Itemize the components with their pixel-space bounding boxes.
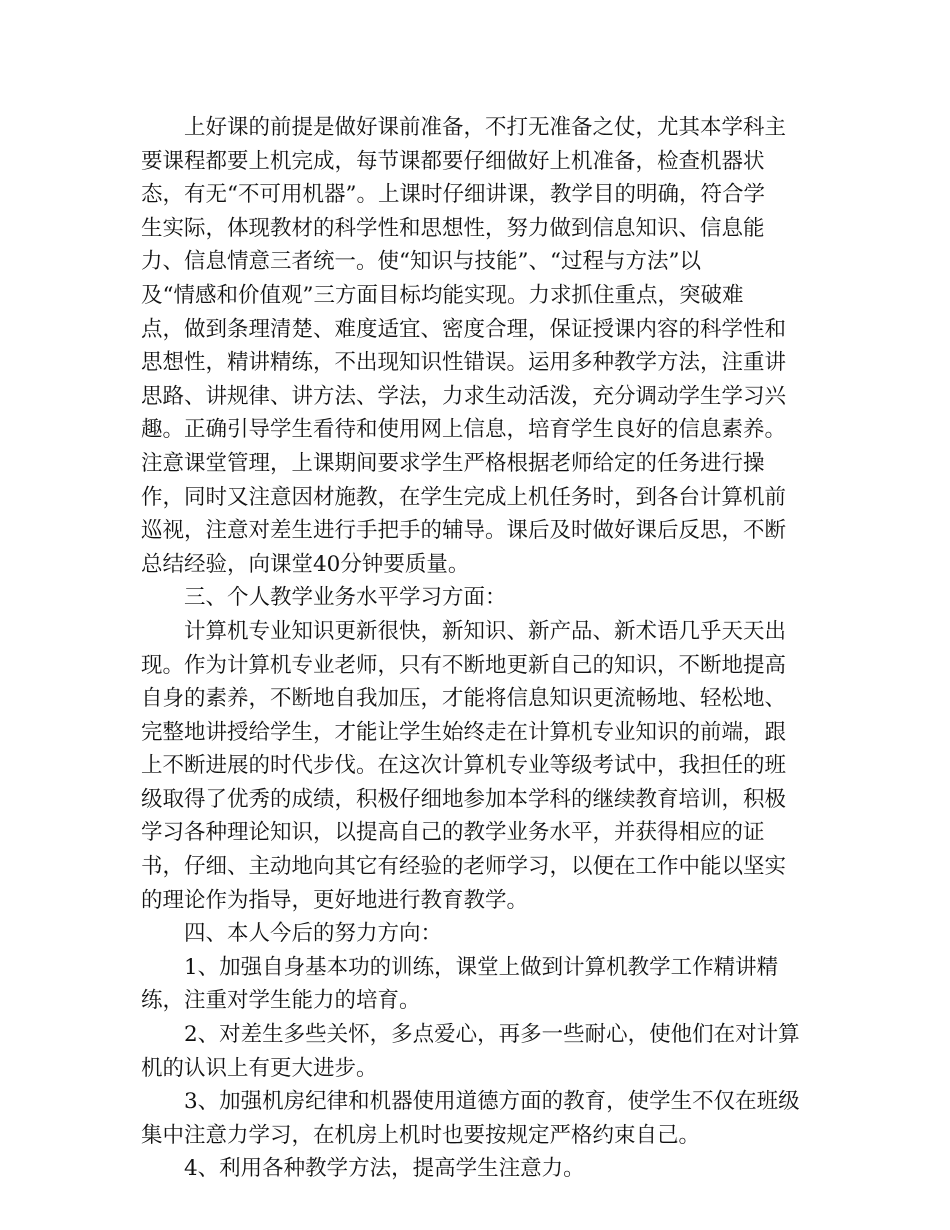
text-line: 2、对差生多些关怀，多点爱心，再多一些耐心，使他们在对计算 xyxy=(141,1022,800,1048)
list-item-3 xyxy=(141,1085,813,1152)
section-heading-4 xyxy=(141,917,813,951)
text-line: 完整地讲授给学生，才能让学生始终走在计算机专业知识的前端，跟 xyxy=(141,719,787,745)
list-item-1 xyxy=(141,951,813,1018)
text-line: 自身的素养，不断地自我加压，才能将信息知识更流畅地、轻松地、 xyxy=(141,686,787,712)
text-line: 练，注重对学生能力的培育。 xyxy=(141,988,421,1014)
text-line: 4、利用各种教学方法，提高学生注意力。 xyxy=(141,1156,585,1182)
text-line: 级取得了优秀的成绩，积极仔细地参加本学科的继续教育培训，积极 xyxy=(141,786,787,812)
text-line: 趣。正确引导学生看待和使用网上信息，培育学生良好的信息素养。 xyxy=(141,417,787,443)
document-body xyxy=(141,111,813,1186)
text-line: 作，同时又注意因材施教，在学生完成上机任务时，到各台计算机前 xyxy=(141,484,787,510)
paragraph-professional-learning xyxy=(141,615,813,917)
text-line: 的理论作为指导，更好地进行教育教学。 xyxy=(141,887,529,913)
text-line: 巡视，注意对差生进行手把手的辅导。课后及时做好课后反思，不断 xyxy=(141,518,787,544)
text-line: 生实际，体现教材的科学性和思想性，努力做到信息知识、信息能 xyxy=(141,215,765,241)
text-line: 3、加强机房纪律和机器使用道德方面的教育，使学生不仅在班级 xyxy=(141,1089,800,1115)
text-line: 要课程都要上机完成，每节课都要仔细做好上机准备，检查机器状 xyxy=(141,148,765,174)
text-line: 书，仔细、主动地向其它有经验的老师学习，以便在工作中能以坚实 xyxy=(141,854,787,880)
list-item-2 xyxy=(141,1018,813,1085)
text-line: 及“情感和价值观”三方面目标均能实现。力求抓住重点，突破难 xyxy=(141,282,744,308)
text-line: 总结经验，向课堂40分钟要质量。 xyxy=(141,551,470,577)
text-line: 机的认识上有更大进步。 xyxy=(141,1055,378,1081)
text-line: 集中注意力学习，在机房上机时也要按规定严格约束自己。 xyxy=(141,1122,701,1148)
text-line: 态，有无“不可用机器”。上课时仔细讲课，教学目的明确，符合学 xyxy=(141,182,765,208)
heading-line: 四、本人今后的努力方向： xyxy=(141,921,443,947)
text-line: 力、信息情意三者统一。使“知识与技能”、“过程与方法”以 xyxy=(141,249,701,275)
text-line: 注意课堂管理，上课期间要求学生严格根据老师给定的任务进行操 xyxy=(141,450,765,476)
list-item-4 xyxy=(141,1152,813,1186)
section-heading-3 xyxy=(141,581,813,615)
text-line: 思路、讲规律、讲方法、学法，力求生动活泼，充分调动学生学习兴 xyxy=(141,383,787,409)
text-line: 计算机专业知识更新很快，新知识、新产品、新术语几乎天天出 xyxy=(141,618,787,644)
heading-line: 三、个人教学业务水平学习方面： xyxy=(141,585,507,611)
text-line: 学习各种理论知识，以提高自己的教学业务水平，并获得相应的证 xyxy=(141,820,765,846)
text-line: 现。作为计算机专业老师，只有不断地更新自己的知识，不断地提高 xyxy=(141,652,787,678)
text-line: 上好课的前提是做好课前准备，不打无准备之仗，尤其本学科主 xyxy=(141,115,787,140)
text-line: 点，做到条理清楚、难度适宜、密度合理，保证授课内容的科学性和 xyxy=(141,316,787,342)
paragraph-class-preparation xyxy=(141,111,813,581)
text-line: 思想性，精讲精练，不出现知识性错误。运用多种教学方法，注重讲 xyxy=(141,350,787,376)
text-line: 1、加强自身基本功的训练，课堂上做到计算机教学工作精讲精 xyxy=(141,954,779,980)
text-line: 上不断进展的时代步伐。在这次计算机专业等级考试中，我担任的班 xyxy=(141,753,787,779)
